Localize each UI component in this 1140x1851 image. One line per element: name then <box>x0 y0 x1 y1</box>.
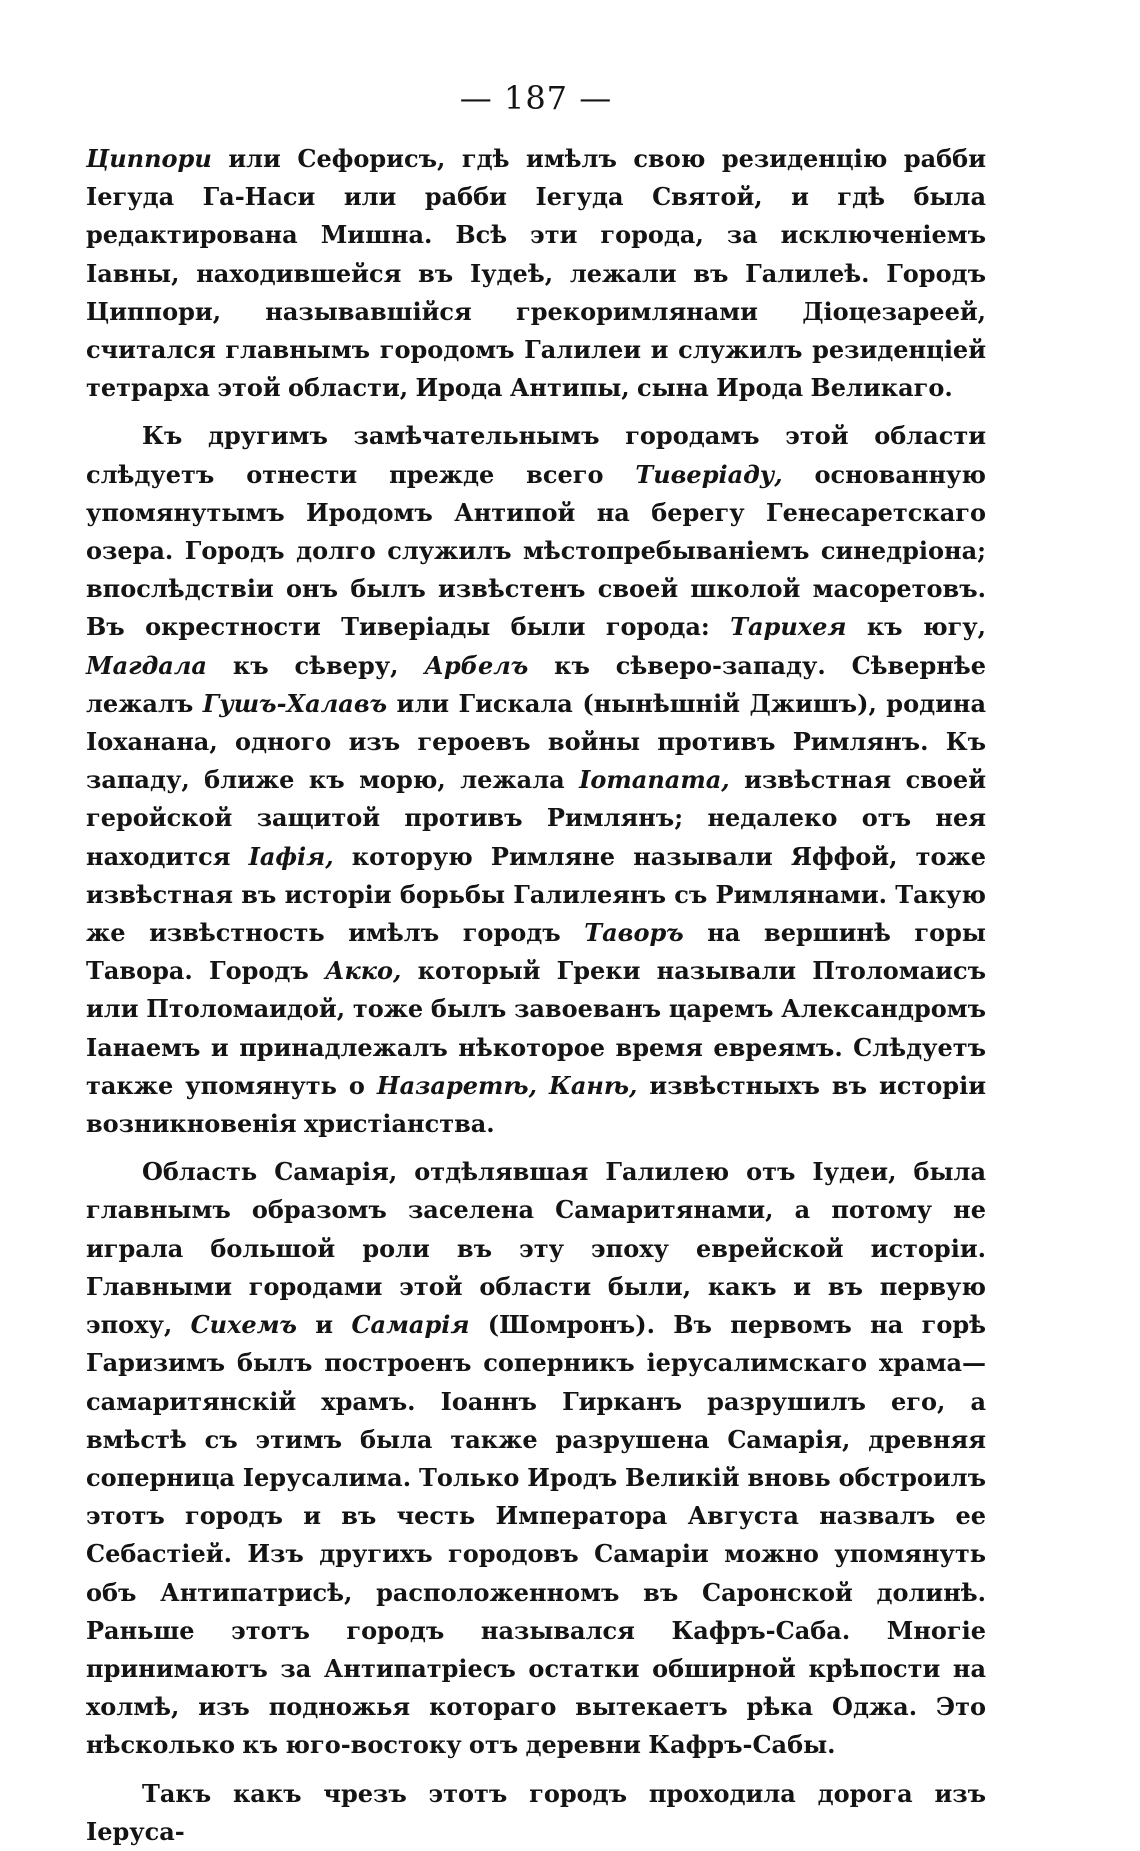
text-segment: извѣстная своей геройской защитой противъ Римлянъ; недалеко отъ нея находится <box>86 765 986 871</box>
italic-place-name: Таворъ <box>584 918 684 948</box>
text-segment: къ сѣверу, <box>206 650 425 680</box>
text-segment: основанную упомянутымъ Иродомъ Антипой на берегу Генесаретскаго озера. Городъ долго служилъ мѣстопребываніемъ синедріона; впослѣдствіи онъ былъ извѣстенъ своей школой масоретовъ. Въ окрестности Тиверіады были города: <box>86 459 986 642</box>
italic-place-name: Іафія, <box>248 841 334 871</box>
italic-place-name: Магдала <box>86 650 207 680</box>
italic-place-name: Назаретѣ, Канѣ, <box>376 1070 638 1100</box>
italic-place-name: Арбелъ <box>424 650 529 680</box>
text-segment: Къ другимъ замѣчательнымъ городамъ этой области слѣдуетъ отнести прежде всего <box>86 421 986 489</box>
text-segment: и <box>296 1310 352 1340</box>
text-segment: къ югу, <box>846 612 987 642</box>
italic-place-name: Самарія <box>351 1310 470 1340</box>
paragraph <box>86 140 986 407</box>
text-segment: (Шомронъ). Въ первомъ на горѣ Гаризимъ былъ построенъ соперникъ іерусалимскаго храма—самаритянскій храмъ. Іоаннъ Гирканъ разрушилъ его, а вмѣстѣ съ этимъ была также разрушена Самарія, древняя соперница Іерусалима. Только Иродъ Великій вновь обстроилъ этотъ городъ и въ честь Императора Августа назвалъ ее Себастіей. Изъ другихъ городовъ Самаріи можно упомянуть объ Антипатрисѣ, расположенномъ въ Саронской долинѣ. Раньше этотъ городъ назывался Кафръ-Саба. Многіе принимаютъ за Антипатріесъ остатки обширной крѣпости на холмѣ, изъ подножья котораго вытекаетъ рѣка Оджа. Это нѣсколько къ юго-востоку отъ деревни Кафръ-Сабы. <box>86 1310 987 1760</box>
body-text <box>86 140 986 1851</box>
text-segment: или Сефорисъ, гдѣ имѣлъ свою резиденцію рабби Іегуда Га-Наси или рабби Іегуда Святой, и гдѣ была редактирована Мишна. Всѣ эти города, за исключеніемъ Іавны, находившейся въ Іудеѣ, лежали въ Галилеѣ. Городъ Циппори, называвшійся грекоримлянами Діоцезареей, считался главнымъ городомъ Галилеи и служилъ резиденціей тетрарха этой области, Ирода Антипы, сына Ирода Великаго. <box>86 144 986 403</box>
italic-place-name: Іотапата, <box>579 765 730 795</box>
page-number: — 187 — <box>459 79 613 117</box>
text-segment: который Греки называли Птоломаисъ или Птоломаидой, тоже былъ завоеванъ царемъ Александромъ Іанаемъ и принадлежалъ нѣкоторое время евреямъ. Слѣдуетъ также упомянуть о <box>86 956 986 1100</box>
book-page <box>86 78 986 1851</box>
italic-place-name: Сихемъ <box>190 1310 297 1340</box>
text-segment: Область Самарія, отдѣлявшая Галилею отъ Іудеи, была главнымъ образомъ заселена Самаритянами, а потому не играла большой роли въ эту эпоху еврейской исторіи. Главными городами этой области были, какъ и въ первую эпоху, <box>86 1157 986 1340</box>
italic-place-name: Акко, <box>324 956 402 986</box>
italic-place-name: Гушъ-Халавъ <box>202 688 388 718</box>
italic-place-name: Тиверіаду, <box>635 459 783 489</box>
text-segment: къ сѣверо-западу. Сѣвернѣе лежалъ <box>86 650 986 718</box>
italic-place-name: Тарихея <box>730 612 847 642</box>
paragraph <box>86 1153 986 1764</box>
paragraph <box>86 417 986 1143</box>
text-segment: на вершинѣ горы Тавора. Городъ <box>86 918 986 986</box>
text-segment: Такъ какъ чрезъ этотъ городъ проходила дорога изъ Іеруса- <box>86 1778 986 1846</box>
text-segment: или Гискала (нынѣшній Джишъ), родина Іоханана, одного изъ героевъ войны противъ Римлянъ. Къ западу, ближе къ морю, лежала <box>86 688 986 795</box>
italic-place-name: Циппори <box>86 144 212 173</box>
text-segment: извѣстныхъ въ исторіи возникновенія христіанства. <box>86 1070 987 1139</box>
paragraph <box>86 1775 986 1851</box>
text-segment: которую Римляне называли Яффой, тоже извѣстная въ исторіи борьбы Галилеянъ съ Римлянами. Такую же извѣстность имѣлъ городъ <box>86 841 986 948</box>
